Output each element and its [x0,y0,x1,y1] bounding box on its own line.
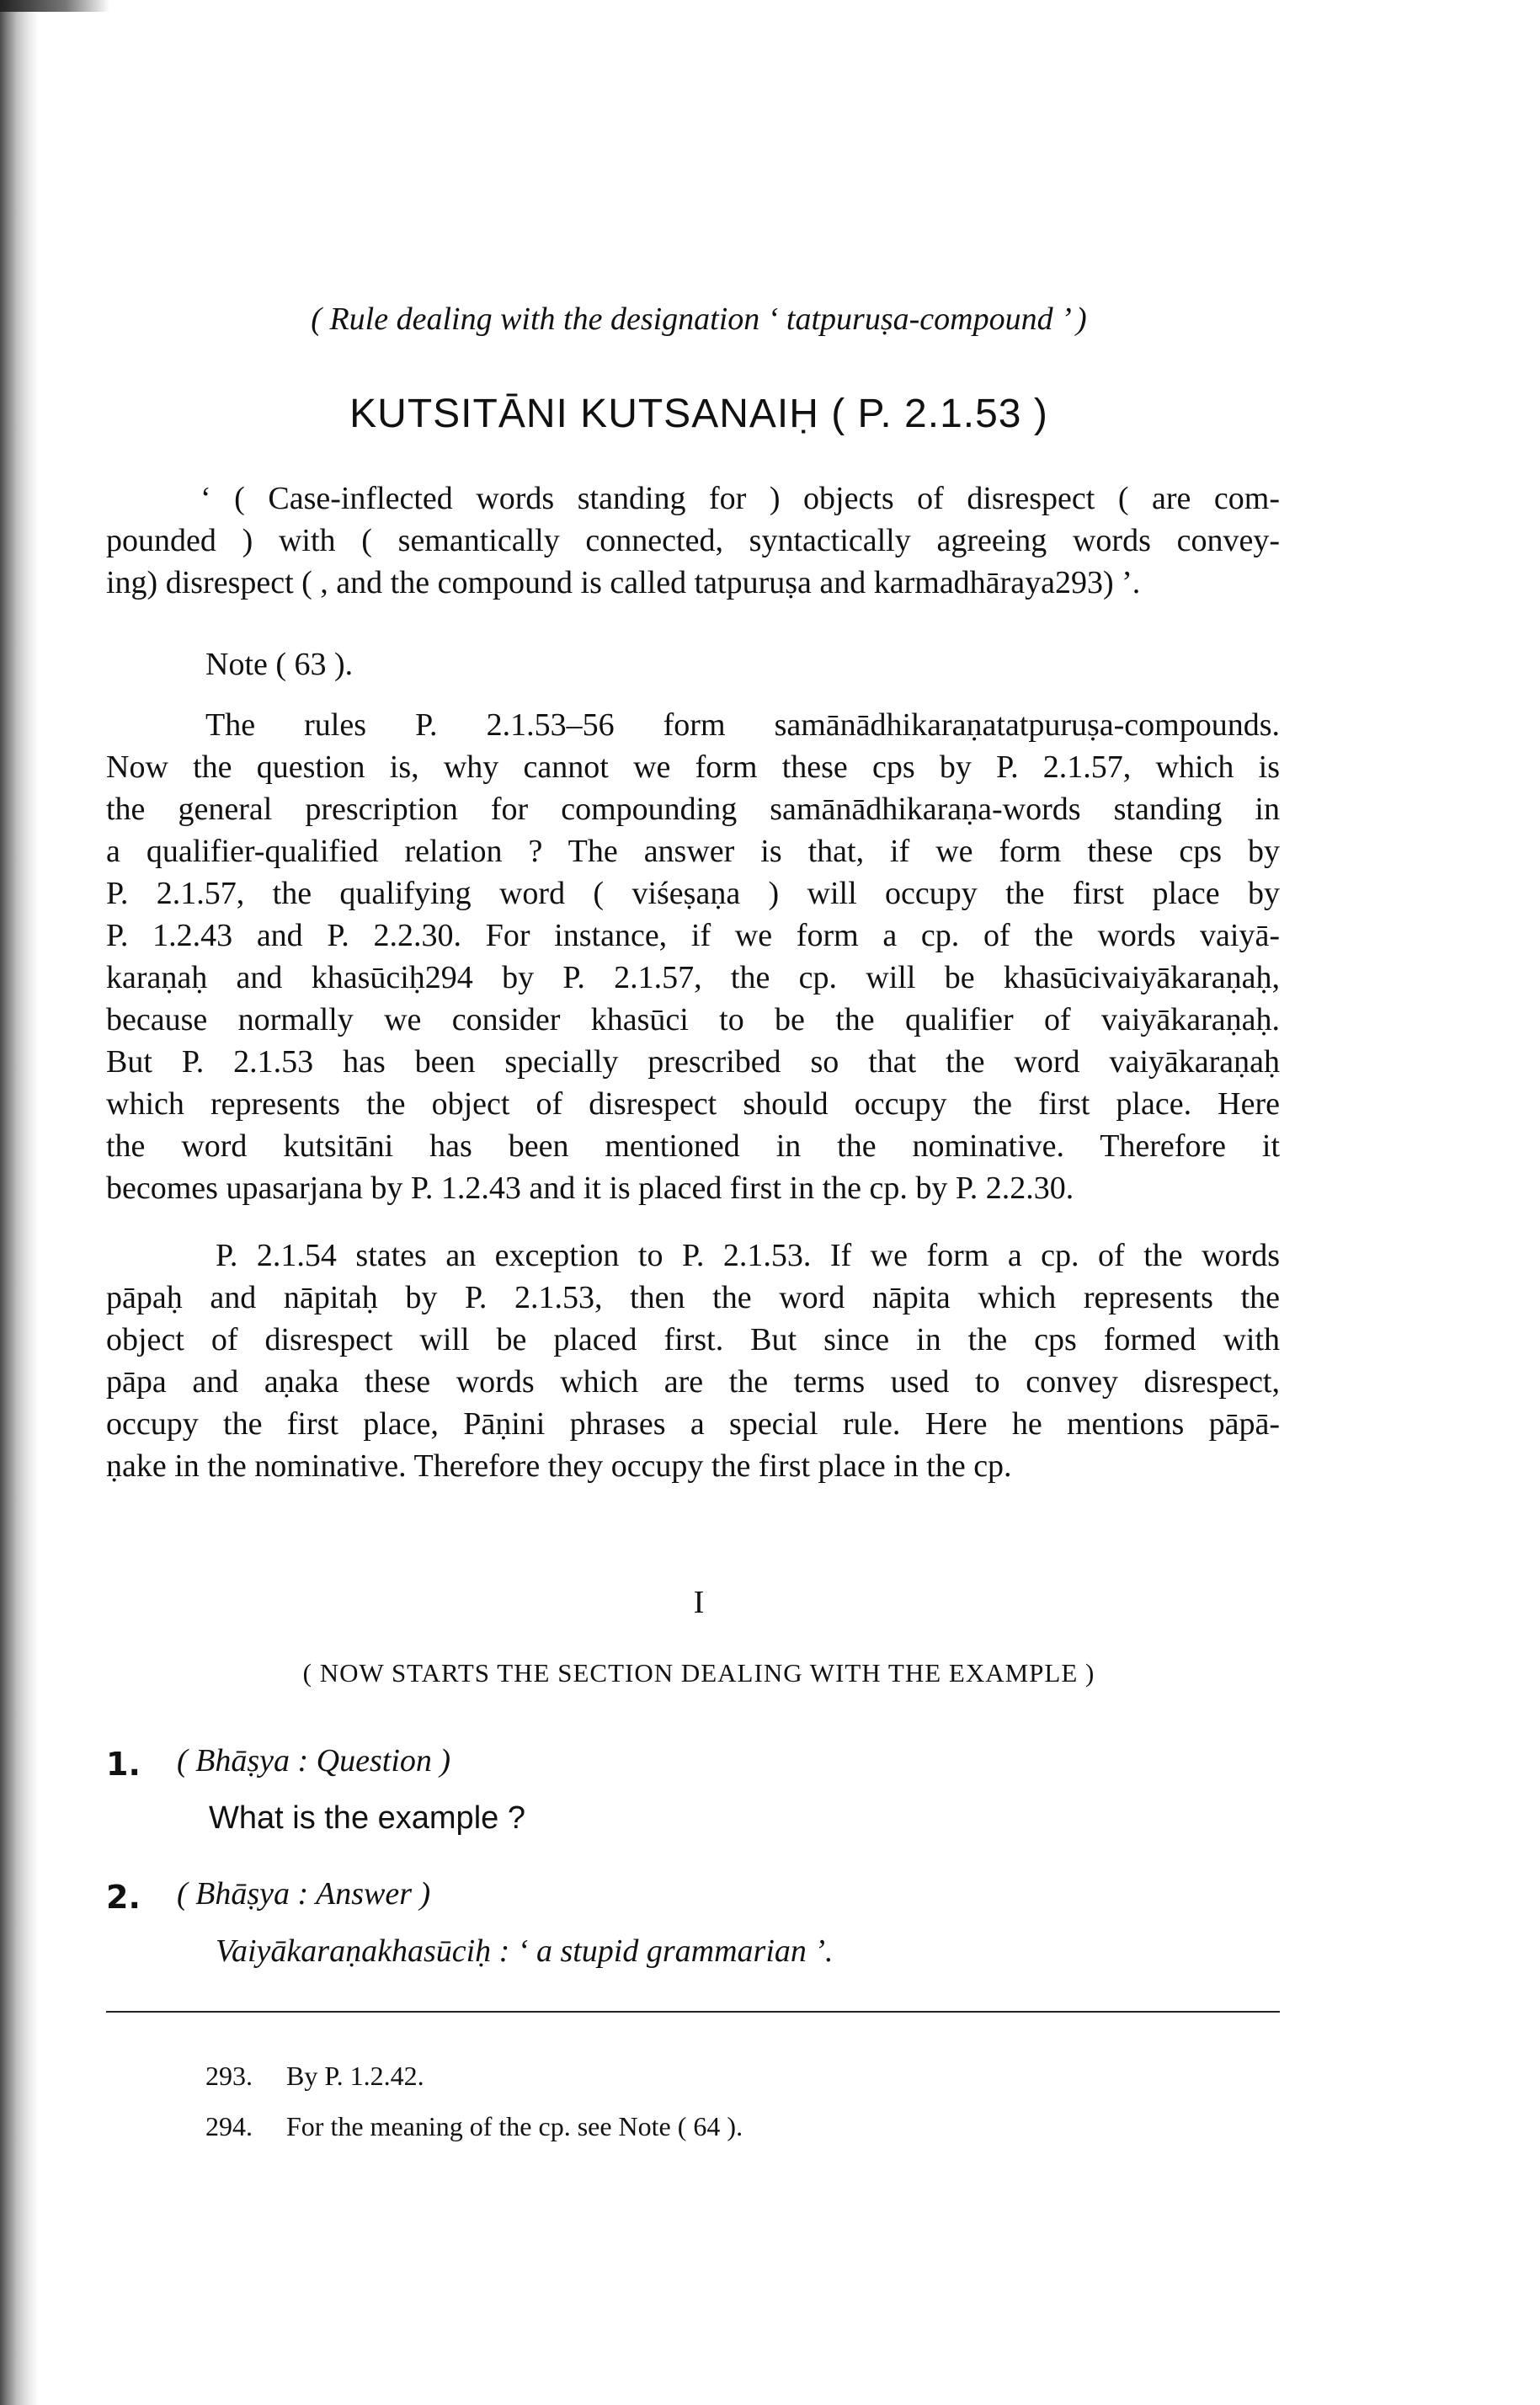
item-number: 1. [106,1746,141,1783]
footnote [205,2109,743,2144]
item-label: ( Bhāṣya : Answer ) [177,1876,431,1912]
footnote-divider [106,2011,1280,2013]
section-numeral: I [693,1585,705,1620]
footnote-text: By P. 1.2.42. [286,2061,424,2091]
item-text: What is the example ? [209,1800,525,1836]
translation-line: ing) disrespect ( , and the compound is called tatpuruṣa and karmadhāraya293) ’. [106,565,1141,600]
section-heading: ( NOW STARTS THE SECTION DEALING WITH THE EXAMPLE ) [302,1658,1095,1688]
item-number: 2. [106,1879,141,1916]
note-para1-line: a qualifier-qualified relation ? The answer is that, if we form these cps by [106,834,1280,869]
note-para1-line: because normally we consider khasūci to be the qualifier of vaiyākaraṇaḥ. [106,1002,1280,1037]
item-label: ( Bhāṣya : Question ) [177,1743,451,1778]
footnote-text: For the meaning of the cp. see Note ( 64 ). [286,2111,743,2141]
note-para1-line: But P. 2.1.53 has been specially prescribed so that the word vaiyākaraṇaḥ [106,1044,1280,1080]
note-para1-line: the word kutsitāni has been mentioned in the nominative. Therefore it [106,1128,1280,1164]
note-para1-line: P. 1.2.43 and P. 2.2.30. For instance, if we form a cp. of the words vaiyā- [106,918,1280,953]
note-para1-line: Now the question is, why cannot we form these cps by P. 2.1.57, which is [106,749,1280,785]
note-para1-line: which represents the object of disrespect should occupy the first place. Here [106,1086,1280,1122]
rule-heading: ( Rule dealing with the designation ‘ tatpuruṣa-compound ’ ) [311,301,1087,337]
note-para2-line: P. 2.1.54 states an exception to P. 2.1.53. If we form a cp. of the words [216,1238,1280,1273]
note-para1-line: becomes upasarjana by P. 1.2.43 and it is placed first in the cp. by P. 2.2.30. [106,1171,1074,1206]
footnote [205,2058,424,2093]
page-title: KUTSITĀNI KUTSANAIḤ ( P. 2.1.53 ) [349,392,1048,436]
note-para2-line: pāpaḥ and nāpitaḥ by P. 2.1.53, then the word nāpita which represents the [106,1280,1280,1315]
note-para2-line: pāpa and aṇaka these words which are the terms used to convey disrespect, [106,1364,1280,1400]
note-heading: Note ( 63 ). [205,647,354,682]
note-para2-line: occupy the first place, Pāṇini phrases a special rule. Here he mentions pāpā- [106,1406,1280,1442]
note-para1-line: P. 2.1.57, the qualifying word ( viśeṣaṇa ) will occupy the first place by [106,876,1280,911]
translation-line: ‘ ( Case-inflected words standing for ) objects of disrespect ( are com- [200,481,1280,516]
translation-line: pounded ) with ( semantically connected, syntactically agreeing words convey- [106,523,1280,558]
item-text: Vaiyākaraṇakhasūciḥ : ‘ a stupid grammarian ’. [216,1933,834,1969]
note-para2-line: ṇake in the nominative. Therefore they occupy the first place in the cp. [106,1448,1012,1484]
footnote-number: 293. [205,2061,253,2091]
footnote-number: 294. [205,2111,253,2141]
note-para2-line: object of disrespect will be placed first. But since in the cps formed with [106,1322,1280,1357]
note-para1-line: The rules P. 2.1.53–56 form samānādhikaraṇatatpuruṣa-compounds. [205,707,1280,743]
note-para1-line: karaṇaḥ and khasūciḥ294 by P. 2.1.57, the cp. will be khasūcivaiyākaraṇaḥ, [106,960,1280,995]
note-para1-line: the general prescription for compounding samānādhikaraṇa-words standing in [106,792,1280,827]
